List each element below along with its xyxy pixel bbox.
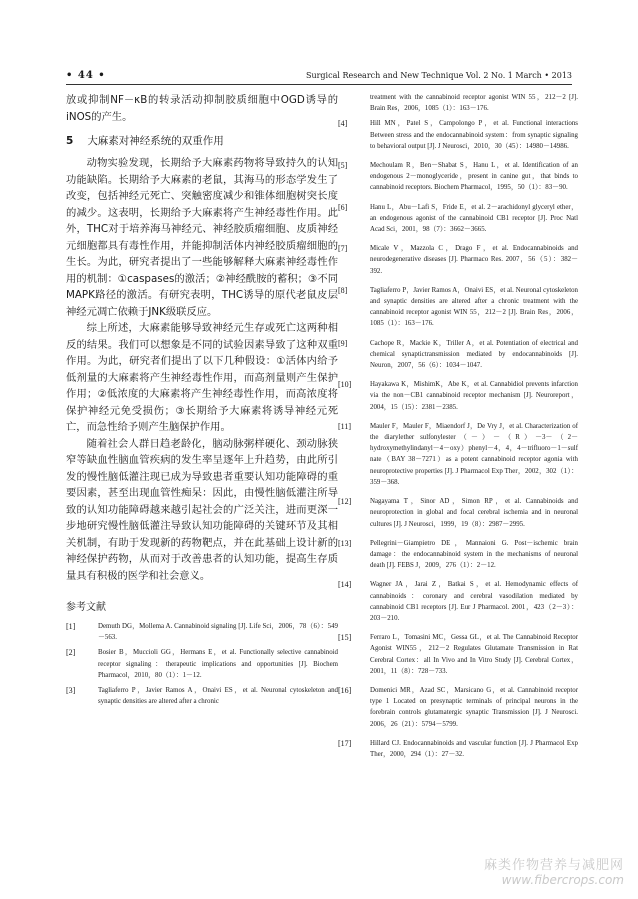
reference-item bbox=[338, 421, 578, 488]
reference-item bbox=[66, 647, 338, 681]
reference-item bbox=[338, 496, 578, 530]
reference-text: Mechoulam R，Ben－Shabat S，Hanu L，et al. Identification of an endogenous 2－monoglyceride，present in canine gut，that binds to cannabinoid receptors. Biochem Pharmacol，1995，50（1）：83－90. bbox=[370, 162, 578, 192]
references-title: 参考文献 bbox=[66, 602, 106, 613]
journal-running-head: Surgical Research and New Technique Vol. 2 No. 1 March • 2013 bbox=[305, 71, 572, 80]
reference-text: Tagliaferro P，Javier Ramos A，Onaivi ES，et al. Neuronal cytoskeleton and synaptic densities are altered after a chronic bbox=[98, 687, 338, 706]
reference-text: Wagner JA，Jarai Z，Batkai S，et al. Hemodynamic effects of cannabinoids：coronary and cerebral vasodilation mediated by cannabinoid CB1 receptors [J]. Eur J Pharmacol. 2001，423（2－3）：203－210. bbox=[370, 581, 578, 622]
reference-item bbox=[66, 621, 338, 643]
reference-number: [9] bbox=[338, 338, 348, 348]
reference-text: Hayakawa K，MishimK，Abe K，et al. Cannabidiol prevents infarction via the non－CB1 cannabinoid receptor mechanism [J]. Neuroreport，2004，15（15）：2381－2385. bbox=[370, 381, 578, 411]
reference-item bbox=[338, 379, 578, 413]
reference-continuation: treatment with the cannabinoid receptor agonist WIN 55，212－2 [J]. Brain Res，2006，1085（1）：163－176. bbox=[370, 94, 578, 113]
reference-number: [6] bbox=[338, 202, 348, 212]
reference-text: Mauler F，Mauler F，Miaendorf J，De Vry J，et al. Characterization of the diarylether sulfonylester（－）－（R）－3－（2－hydroxymethylindanyl－4－oxy）phenyl－4，4，4－trifluoro－1－sulf nate（BAY 38－7271）as a potent cannabinoid receptor agonia with neuroprotective properties [J]. J Pharmacol Exp Ther，2002，302（1）：359－368. bbox=[370, 422, 578, 486]
reference-text: Hanu L，Abu－Lafi S，Fride E，et al. 2－arachidonyl glyceryl ether，an endogenous agonist of the cannabinoid CB1 receptor [J]. Proc Natl Acad Sci，2001，98（7）：3662－3665. bbox=[370, 203, 578, 234]
reference-item bbox=[338, 202, 578, 236]
watermark-url: www.fibercrops.com bbox=[501, 873, 624, 887]
reference-item bbox=[338, 160, 578, 194]
reference-item bbox=[338, 632, 578, 677]
reference-text: Ferraro L，Tomasini MC，Gessa GL，et al. The Cannabinoid Receptor Agonist WIN55，212－2 Regulates Glutamate Transmission in Rat Cerebral Cortex：all In Vivo and In Vitro Study [J]. Cerebral Cortex，2001，11（8）：728－733. bbox=[370, 634, 578, 675]
reference-number: [15] bbox=[338, 633, 352, 643]
reference-item bbox=[338, 243, 578, 277]
reference-text: Demuth DG，Mollema A. Cannabinoid signaling [J]. Life Sci，2006，78（6）：549－563. bbox=[98, 623, 338, 642]
reference-number: [11] bbox=[338, 421, 352, 431]
reference-number: [13] bbox=[338, 538, 352, 548]
reference-text: Domenici MR，Azad SC，Marsicano G，et al. Cannabinoid receptor type 1 Located on presynaptic terminals of principal neurons in the forebrain controls glutamatergic synaptic Transmission [J]. J Neurosci. 2006，26（21）：5794－5799. bbox=[370, 686, 578, 728]
reference-text: Micale V，Mazzola C，Drago F，et al. Endocannabinoids and neurodegenerative diseases [J]. Pharmaco Res. 2007，56（5）：382－392. bbox=[370, 245, 578, 275]
section-title: 大麻素对神经系统的双重作用 bbox=[87, 135, 224, 147]
reference-item bbox=[338, 338, 578, 372]
reference-number: [8] bbox=[338, 285, 348, 295]
reference-item bbox=[338, 118, 578, 152]
reference-item bbox=[338, 538, 578, 572]
reference-text: Pellegrini－Giampietro DE，Mannaioni G. Post－ischemic brain damage：the endocannabinoid system in the mechanisms of neuronal death [J]. FEBS J，2009，276（1）：2－12. bbox=[370, 539, 578, 570]
reference-number: [4] bbox=[338, 119, 348, 129]
reference-text: Tagliaferro P，Javier Ramos A，Onaivi ES，et al. Neuronal cytoskeleton and synaptic densities are altered after a chronic treatment with the cannabinoid receptor agonist WIN 55，212－2 [J]. Brain Res，2006，1085（1）：163－176. bbox=[370, 286, 578, 328]
right-column bbox=[338, 92, 578, 768]
site-watermark bbox=[484, 854, 624, 887]
reference-number: [5] bbox=[338, 161, 348, 171]
reference-number: [3] bbox=[66, 686, 76, 696]
left-column bbox=[66, 92, 338, 711]
section-number: 5 bbox=[66, 135, 74, 147]
reference-number: [14] bbox=[338, 580, 352, 590]
reference-number: [17] bbox=[338, 738, 352, 748]
reference-number: [12] bbox=[338, 497, 352, 507]
reference-item bbox=[338, 579, 578, 624]
body-paragraph-1: 动物实验发现，长期给予大麻素药物将导致持久的认知功能缺陷。长期给予大麻素的老鼠，其海马的形态学发生了改变，包括神经元死亡、突触密度减少和锥体细胞树突长度的减少。这表明，长期给予大麻素将产生神经毒性作用。此外，THC对于培养海马神经元、神经胶质瘤细胞、皮质神经元细胞都具有毒性作用，并能抑制活体内神经胶质瘤细胞的生长。为此，研究者提出了一些能够解释大麻素神经毒性作用的机制：①caspases的激活；②神经酰胺的蓄积；③不同MAPK路径的激活。有研究表明，THC诱导的原代老鼠皮层神经元凋亡依赖于JNK级联反应。 bbox=[66, 157, 338, 318]
watermark-site-name: 麻类作物营养与减肥网 bbox=[483, 858, 624, 873]
reference-item bbox=[338, 685, 578, 730]
reference-text: Cachope R，Mackie K，Triller A，et al. Potentiation of electrical and chemical synaptictransmission mediated by endocannabinoids [J]. Neuron，2007，56（6）：1034－1047. bbox=[370, 339, 578, 370]
reference-text: Hill MN，Patel S，Campolongo P，et al. Functional interactions Between stress and the endocannabinoid system：from synaptic signaling to behavioral output [J]. J Neurosci，2010，30（45）：14980－14986. bbox=[370, 120, 578, 150]
reference-item bbox=[338, 285, 578, 330]
section-heading bbox=[66, 133, 338, 149]
header-rule bbox=[66, 84, 572, 85]
reference-item bbox=[66, 685, 338, 707]
reference-text: Hillard CJ. Endocannabinoids and vascular function [J]. J Pharmacol Exp Ther，2000，294（1）：27－32. bbox=[370, 739, 578, 758]
page-number: • 44 • bbox=[66, 70, 106, 81]
reference-text: Bosier B，Muccioli GG，Hermans E，et al. Functionally selective cannabinoid receptor signaling：therapeutic implications and opportunities [J]. Biochem Pharmacol，2010，80（1）：1－12. bbox=[98, 649, 338, 679]
reference-number: [1] bbox=[66, 622, 76, 631]
reference-list-left bbox=[66, 621, 338, 707]
reference-number: [7] bbox=[338, 244, 348, 254]
reference-number: [10] bbox=[338, 380, 352, 390]
reference-number: [2] bbox=[66, 648, 76, 658]
body-paragraph-2: 综上所述，大麻素能够导致神经元生存或死亡这两种相反的结果。我们可以想象是不同的试验因素导致了这种双重作用。为此，研究者们提出了以下几种假设：①活体内给予低剂量的大麻素将产生神经毒性作用，而高剂量则产生保护作用；②低浓度的大麻素将产生神经毒性作用，而高浓度将保护神经元免受损伤；③长期给予大麻素将诱导神经元死亡，而急性给予则产生脑保护作用。 bbox=[66, 322, 338, 433]
reference-item bbox=[338, 738, 578, 760]
intro-text: 放或抑制NF－κB的转录活动抑制胶质细胞中OGD诱导的iNOS的产生。 bbox=[66, 94, 338, 123]
body-paragraph-3: 随着社会人群日趋老龄化，脑动脉粥样硬化、颈动脉狭窄等缺血性脑血管疾病的发生率呈逐年上升趋势，由此所引发的慢性脑低灌注现已成为导致患者重要认知功能障碍的重要因素，甚至出现血管性痴呆：因此，由慢性脑低灌注所导致的认知功能障碍越来越引起社会的广泛关注，进而更深一步地研究慢性脑低灌注导致认知功能障碍的关键环节及其相关机制，有助于发现新的药物靶点，并在此基础上设计新的神经保护药物，从而对于改善患者的认知功能，提高生存质量具有积极的医学和社会意义。 bbox=[66, 437, 338, 582]
reference-text: Nagayama T，Sinor AD，Simon RP，et al. Cannabinoids and neuroprotection in global and focal cerebral ischemia and in neuronal cultures [J]. J Neurosci，1999，19（8）：2987－2995. bbox=[370, 498, 578, 528]
reference-number: [16] bbox=[338, 685, 352, 695]
reference-list-right bbox=[338, 118, 578, 760]
